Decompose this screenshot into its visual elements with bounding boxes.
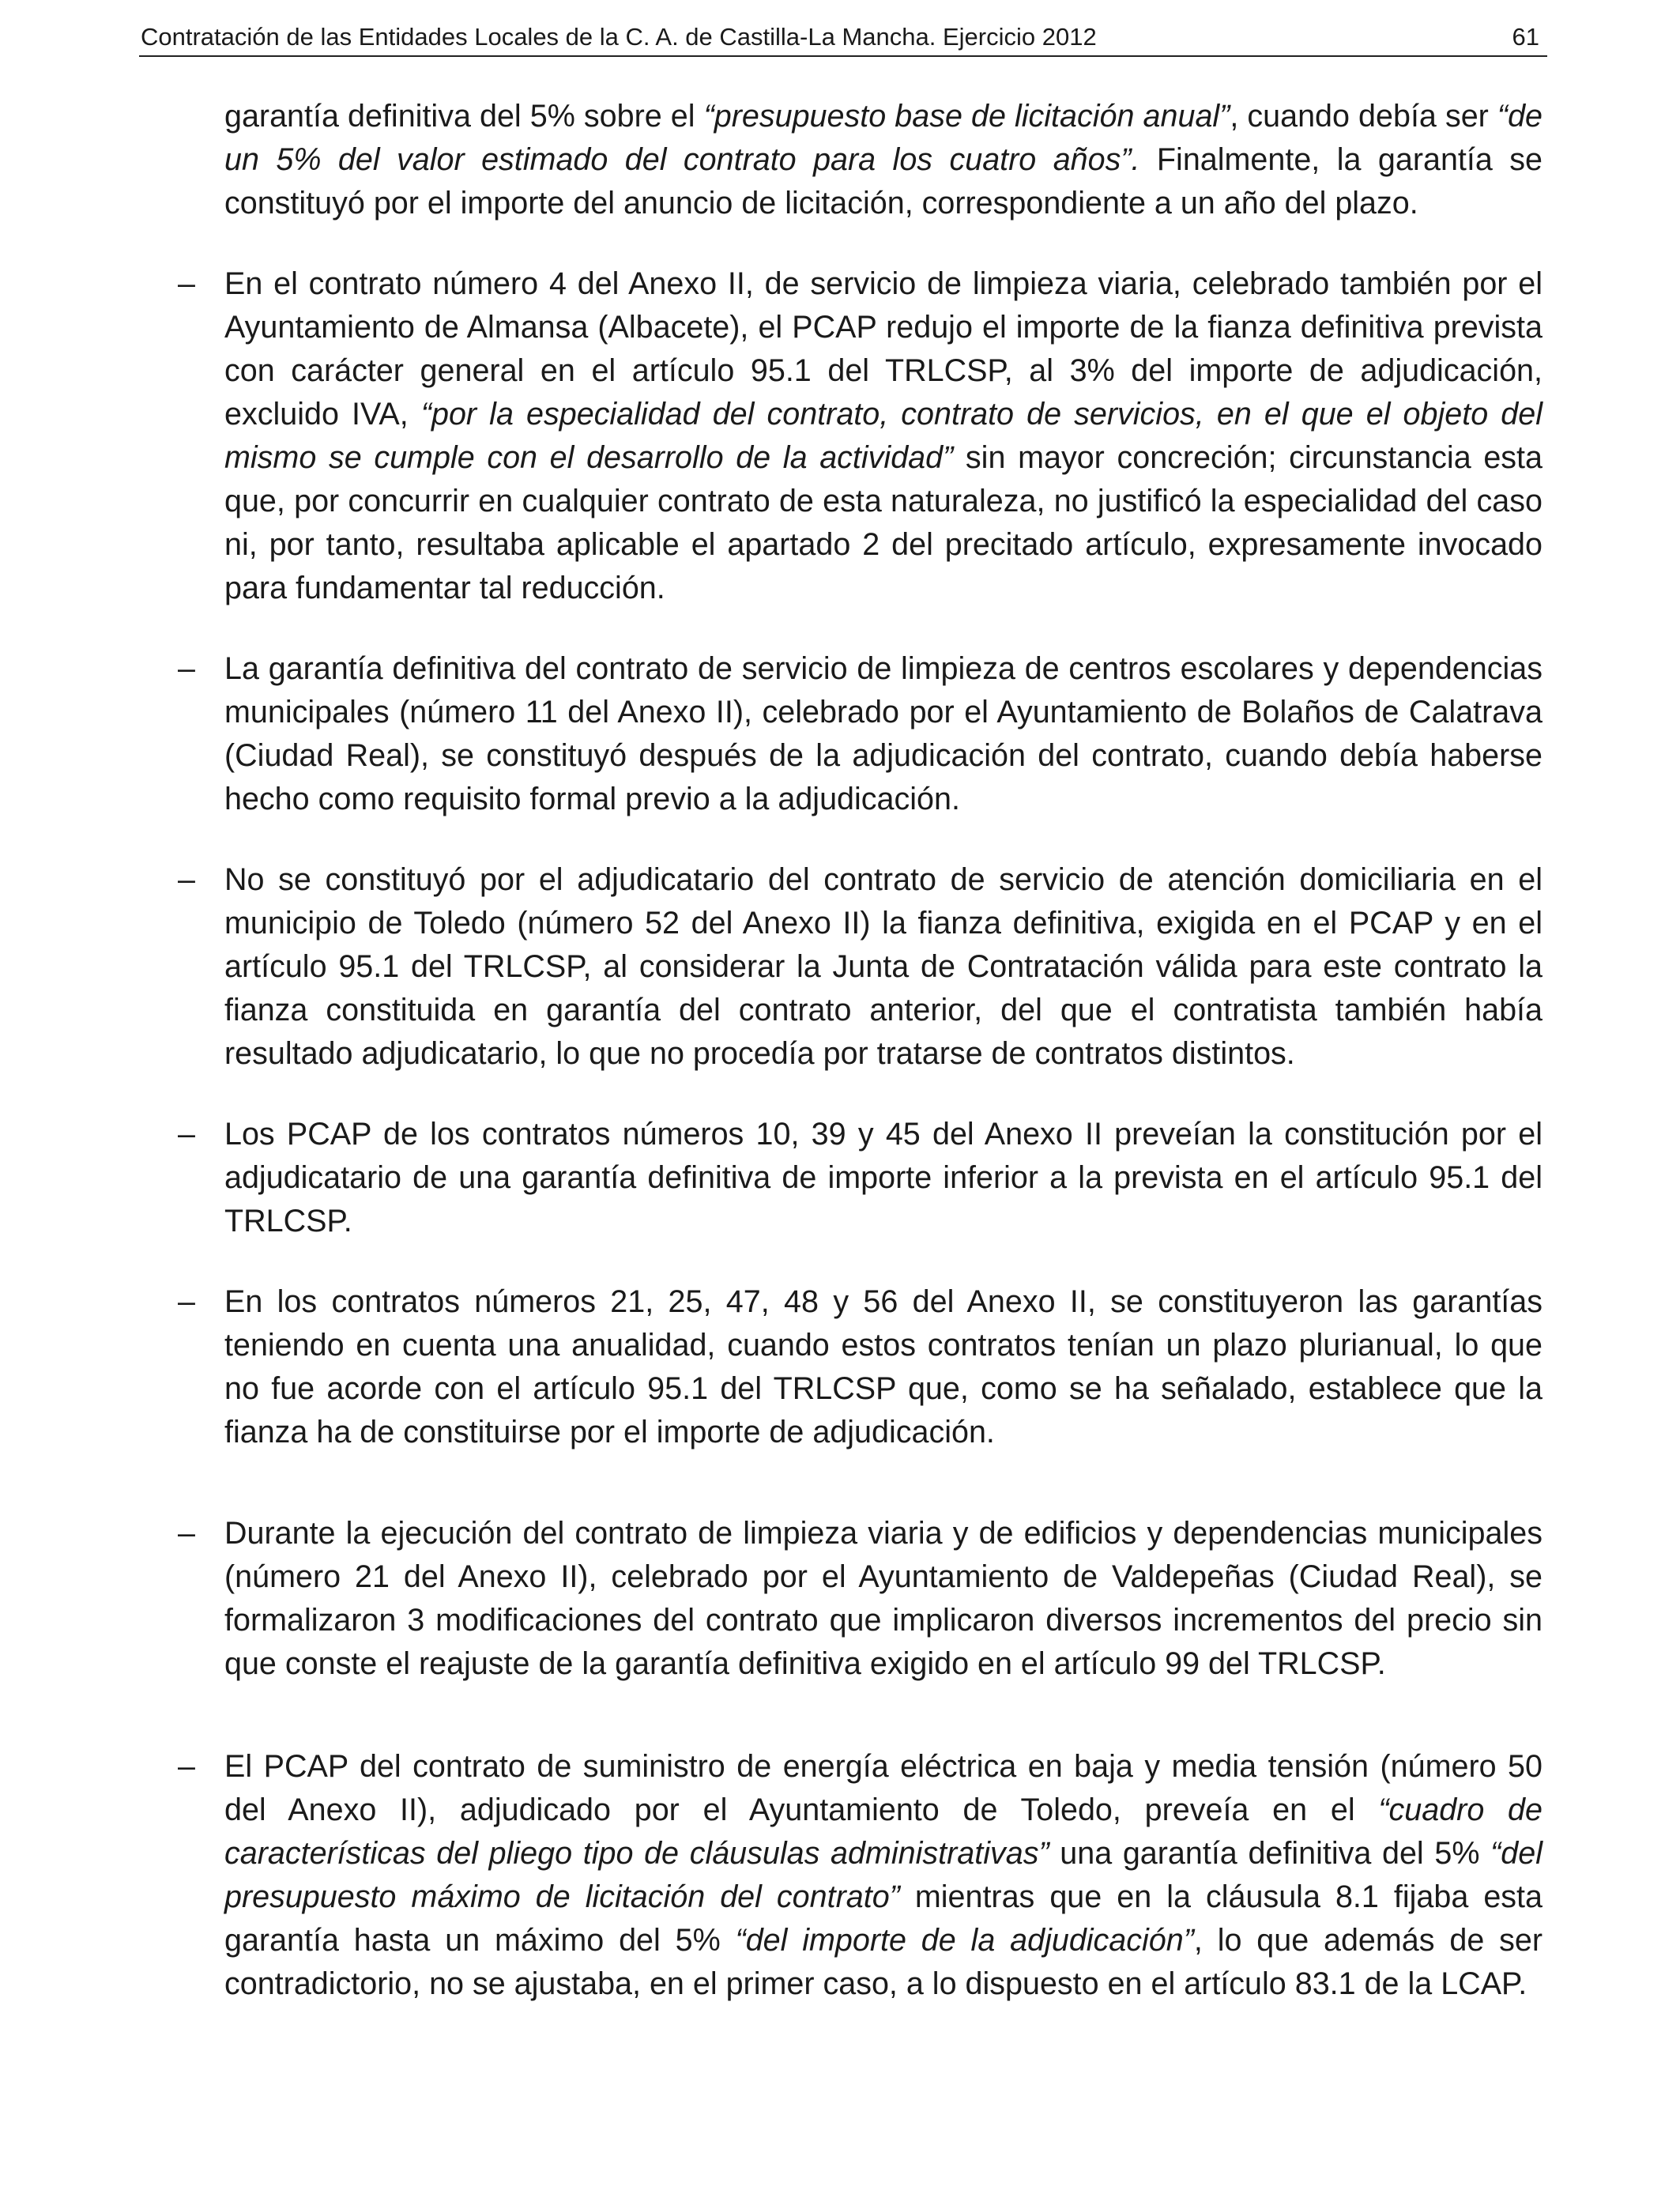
- bullet-7-text-3: mientras que en la cláusula 8.1 fijaba esta garantía hasta un máximo del 5%: [224, 1879, 1543, 1958]
- intro-quote-1: “presupuesto base de licitación anual”: [703, 99, 1230, 134]
- bullet-item-6: [178, 1512, 1543, 1686]
- bullet-7-text-4: , lo que además de ser contradictorio, no se ajustaba, en el primer caso, a lo dispuesto en el artículo 83.1 de la LCAP.: [224, 1923, 1543, 2001]
- bullet-7-quote-3: “del importe de la adjudicación”: [735, 1923, 1194, 1958]
- bullet-item-4: [178, 1113, 1543, 1243]
- bullet-1-quote-1: “por la especialidad del contrato, contrato de servicios, en el que el objeto del mismo se cumple con el desarrollo de la actividad”: [224, 397, 1543, 475]
- dash-bullet-icon: –: [178, 266, 195, 301]
- bullet-7-quote-2: “del presupuesto máximo de licitación del contrato”: [224, 1836, 1543, 1914]
- bullet-3-text: No se constituyó por el adjudicatario del contrato de servicio de atención domiciliaria en el municipio de Toledo (número 52 del Anexo II) la fianza definitiva, exigida en el PCAP y en el artículo 95.1 del TRLCSP, al considerar la Junta de Contratación válida para este contrato la fianza constituida en garantía del contrato anterior, del que el contratista también había resultado adjudicatario, lo que no procedía por tratarse de contratos distintos.: [224, 862, 1543, 1071]
- intro-text-3: Finalmente, la garantía se constituyó por el importe del anuncio de licitación, correspondiente a un año del plazo.: [224, 142, 1543, 221]
- bullet-item-2: [178, 647, 1543, 821]
- bullet-5-text: En los contratos números 21, 25, 47, 48 y 56 del Anexo II, se constituyeron las garantías teniendo en cuenta una anualidad, cuando estos contratos tenían un plazo plurianual, lo que no fue acorde con el artículo 95.1 del TRLCSP que, como se ha señalado, establece que la fianza ha de constituirse por el importe de adjudicación.: [224, 1284, 1543, 1449]
- intro-text-1: garantía definitiva del 5% sobre el: [224, 99, 704, 134]
- bullet-item-5: [178, 1280, 1543, 1454]
- bullet-item-7: [178, 1745, 1543, 2006]
- intro-paragraph: [224, 95, 1543, 225]
- bullet-1-text-1: En el contrato número 4 del Anexo II, de servicio de limpieza viaria, celebrado también por el Ayuntamiento de Almansa (Albacete), el PCAP redujo el importe de la fianza definitiva prevista con carácter general en el artículo 95.1 del TRLCSP, al 3% del importe de adjudicación, excluido IVA,: [224, 266, 1543, 432]
- bullet-4-text: Los PCAP de los contratos números 10, 39 y 45 del Anexo II preveían la constitución por el adjudicatario de una garantía definitiva de importe inferior a la prevista en el artículo 95.1 del TRLCSP.: [224, 1117, 1543, 1238]
- page-header: [139, 19, 1547, 57]
- bullet-1-text-2: sin mayor concreción; circunstancia esta que, por concurrir en cualquier contrato de esta naturaleza, no justificó la especialidad del caso ni, por tanto, resultaba aplicable el apartado 2 del precitado artículo, expresamente invocado para fundamentar tal reducción.: [224, 440, 1543, 605]
- bullet-6-text: Durante la ejecución del contrato de limpieza viaria y de edificios y dependencias municipales (número 21 del Anexo II), celebrado por el Ayuntamiento de Valdepeñas (Ciudad Real), se formalizaron 3 modificaciones del contrato que implicaron diversos incrementos del precio sin que conste el reajuste de la garantía definitiva exigido en el artículo 99 del TRLCSP.: [224, 1516, 1543, 1681]
- dash-bullet-icon: –: [178, 862, 195, 897]
- bullet-2-text: La garantía definitiva del contrato de servicio de limpieza de centros escolares y dependencias municipales (número 11 del Anexo II), celebrado por el Ayuntamiento de Bolaños de Calatrava (Ciudad Real), se constituyó después de la adjudicación del contrato, cuando debía haberse hecho como requisito formal previo a la adjudicación.: [224, 651, 1543, 816]
- dash-bullet-icon: –: [178, 1117, 195, 1152]
- document-body: [178, 95, 1543, 2006]
- dash-bullet-icon: –: [178, 1749, 195, 1784]
- dash-bullet-icon: –: [178, 651, 195, 686]
- dash-bullet-icon: –: [178, 1516, 195, 1551]
- dash-bullet-icon: –: [178, 1284, 195, 1319]
- bullet-7-text-1: El PCAP del contrato de suministro de energía eléctrica en baja y media tensión (número 50 del Anexo II), adjudicado por el Ayuntamiento de Toledo, preveía en el: [224, 1749, 1543, 1827]
- intro-text-2: , cuando debía ser: [1230, 99, 1497, 134]
- page-number: 61: [1512, 23, 1539, 51]
- bullet-7-quote-1: “cuadro de características del pliego tipo de cláusulas administrativas”: [224, 1793, 1543, 1871]
- bullet-item-1: [178, 262, 1543, 610]
- intro-quote-2: “de un 5% del valor estimado del contrato para los cuatro años”.: [224, 99, 1543, 177]
- header-title: Contratación de las Entidades Locales de la C. A. de Castilla-La Mancha. Ejercicio 2012: [141, 23, 1097, 51]
- bullet-7-text-2: una garantía definitiva del 5%: [1049, 1836, 1491, 1871]
- bullet-item-3: [178, 858, 1543, 1076]
